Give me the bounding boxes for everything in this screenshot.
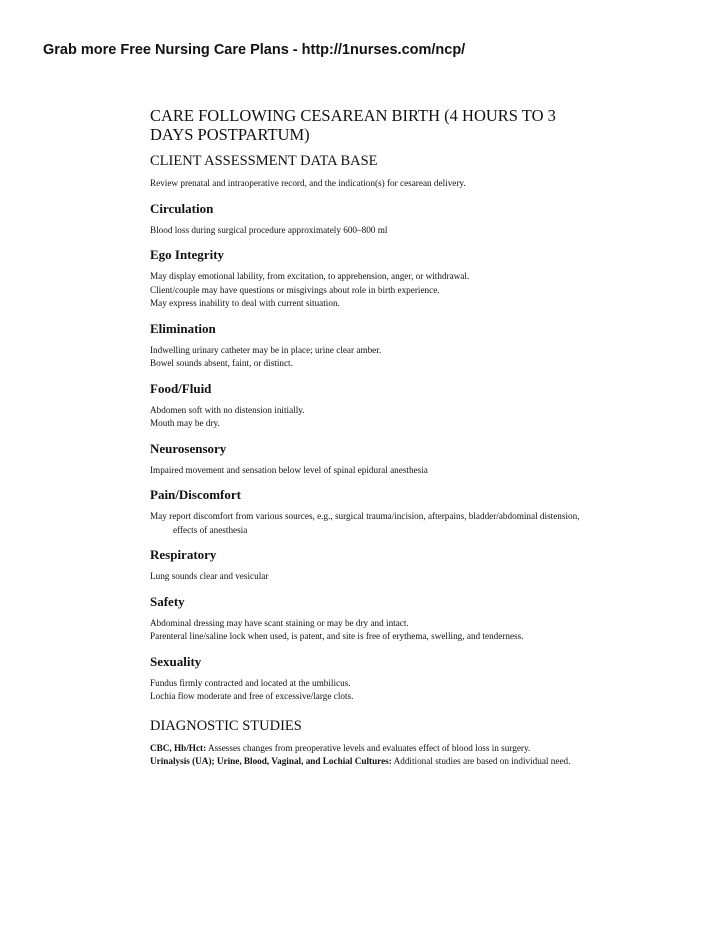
food-fluid-line-2: Mouth may be dry. [150,418,220,428]
respiratory-line-1: Lung sounds clear and vesicular [150,571,269,581]
title-line-1: CARE FOLLOWING CESAREAN BIRTH (4 HOURS TO 3 [150,106,556,125]
assessment-heading: CLIENT ASSESSMENT DATA BASE [150,153,378,169]
diagnostic-item-cbc [150,742,660,756]
sexuality-line-2: Lochia flow moderate and free of excessive/large clots. [150,691,354,701]
diagnostic-term-cbc: CBC, Hb/Hct: [150,742,207,753]
pain-discomfort-line-1: May report discomfort from various sources, e.g., surgical trauma/incision, afterpains, bladder/abdominal distension, [150,511,580,521]
document-content [150,106,660,769]
safety-line-1: Abdominal dressing may have scant staining or may be dry and intact. [150,617,409,628]
section-heading-circulation: Circulation [150,200,214,216]
section-heading-food-fluid: Food/Fluid [150,380,212,396]
assessment-intro: Review prenatal and intraoperative record, and the indication(s) for cesarean delivery. [150,178,466,188]
section-heading-pain-discomfort: Pain/Discomfort [150,487,241,502]
section-heading-elimination: Elimination [150,320,216,336]
section-heading-neurosensory: Neurosensory [150,440,227,456]
elimination-line-2: Bowel sounds absent, faint, or distinct. [150,358,293,368]
section-heading-ego-integrity: Ego Integrity [150,247,225,262]
diagnostic-text-urinalysis: Additional studies are based on individual need. [391,756,571,766]
sexuality-line-1: Fundus firmly contracted and located at the umbilicus. [150,677,351,688]
food-fluid-line-1: Abdomen soft with no distension initially. [150,404,305,415]
circulation-line-1: Blood loss during surgical procedure approximately 600–800 ml [150,224,388,235]
safety-line-2: Parenteral line/saline lock when used, is patent, and site is free of erythema, swelling, and tenderness. [150,631,524,641]
section-heading-sexuality: Sexuality [150,653,202,669]
section-heading-respiratory: Respiratory [150,547,217,562]
section-heading-safety: Safety [150,593,185,609]
document-title [150,106,660,144]
neurosensory-line-1: Impaired movement and sensation below level of spinal epidural anesthesia [150,464,428,475]
ego-integrity-line-2: Client/couple may have questions or misgivings about role in birth experience. [150,284,440,295]
diagnostic-heading: DIAGNOSTIC STUDIES [150,717,302,734]
elimination-line-1: Indwelling urinary catheter may be in place; urine clear amber. [150,344,382,355]
diagnostic-term-urinalysis: Urinalysis (UA); Urine, Blood, Vaginal, and Lochial Cultures: [150,756,392,766]
diagnostic-item-urinalysis [150,755,660,769]
banner-link-text[interactable]: Grab more Free Nursing Care Plans - http://1nurses.com/ncp/ [43,42,466,58]
diagnostic-text-cbc: Assesses changes from preoperative levels and evaluates effect of blood loss in surgery. [206,742,531,753]
title-line-2: DAYS POSTPARTUM) [150,125,310,144]
ego-integrity-line-1: May display emotional lability, from excitation, to apprehension, anger, or withdrawal. [150,271,470,281]
ego-integrity-line-3: May express inability to deal with current situation. [150,298,340,308]
pain-discomfort-line-2: effects of anesthesia [173,524,248,535]
